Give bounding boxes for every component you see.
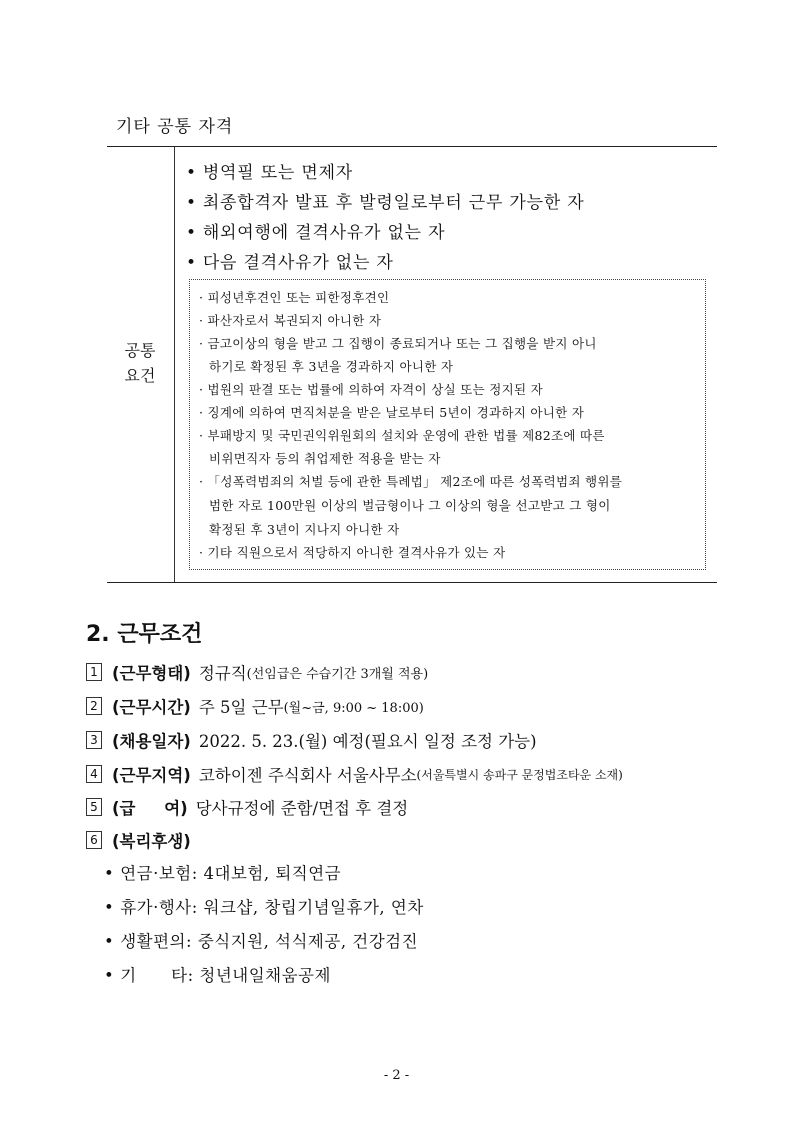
requirements-label	[112, 338, 168, 388]
disqualification-item: · 피성년후견인 또는 피한정후견인	[199, 290, 390, 305]
number-box: 2	[86, 697, 102, 715]
disqualification-item: · 기타 직원으로서 적당하지 아니한 결격사유가 있는 자	[199, 545, 506, 560]
requirement-item: • 최종합격자 발표 후 발령일로부터 근무 가능한 자	[186, 193, 585, 213]
welfare-item: • 연금·보험: 4대보험, 퇴직연금	[104, 864, 342, 883]
section-title: 2. 근무조건	[86, 622, 203, 647]
condition-value: 코하이젠 주식회사 서울사무소	[198, 766, 417, 785]
disqualification-continuation: 확정된 후 3년이 지나지 아니한 자	[209, 522, 400, 537]
label-line: 공통	[124, 341, 156, 360]
condition-label: (근무형태)	[112, 664, 191, 683]
requirement-item: • 해외여행에 결격사유가 없는 자	[186, 223, 446, 243]
disqualification-item: · 「성폭력범죄의 처벌 등에 관한 특례법」 제2조에 따른 성폭력범죄 행위를	[199, 474, 623, 489]
condition-note: (서울특별시 송파구 문정법조타운 소재)	[416, 767, 623, 782]
condition-row	[86, 660, 428, 684]
condition-value: 당사규정에 준함/면접 후 결정	[195, 799, 409, 818]
number-box: 5	[86, 798, 102, 816]
number-box: 6	[86, 831, 102, 849]
label-line: 요건	[124, 366, 156, 385]
condition-value: 2022. 5. 23.(월) 예정(필요시 일정 조정 가능)	[198, 732, 537, 751]
condition-note: (월~금, 9:00 ~ 18:00)	[283, 700, 424, 716]
requirement-item: • 병역필 또는 면제자	[186, 163, 354, 183]
condition-row	[86, 828, 199, 852]
condition-value: 주 5일 근무	[198, 698, 284, 717]
condition-label: (채용일자)	[112, 732, 191, 751]
condition-note: (선임급은 수습기간 3개월 적용)	[246, 666, 429, 682]
table-column-divider	[174, 147, 175, 582]
condition-label: (근무시간)	[112, 698, 191, 717]
disqualification-continuation: 하기로 확정된 후 3년을 경과하지 아니한 자	[209, 359, 454, 374]
disqualification-item: · 징계에 의하여 면직처분을 받은 날로부터 5년이 경과하지 아니한 자	[199, 405, 585, 420]
welfare-item: • 생활편의: 중식지원, 석식제공, 건강검진	[104, 932, 419, 951]
number-box: 1	[86, 663, 102, 681]
disqualification-item: · 부패방지 및 국민권익위원회의 설치와 운영에 관한 법률 제82조에 따른	[199, 428, 605, 443]
disqualification-continuation: 비위면직자 등의 취업제한 적용을 받는 자	[209, 451, 441, 466]
condition-label: (급 여)	[112, 799, 188, 818]
condition-row	[86, 762, 623, 786]
disqualification-item: · 법원의 판결 또는 법률에 의하여 자격이 상실 또는 정지된 자	[199, 382, 544, 397]
condition-label: (복리후생)	[112, 832, 191, 851]
condition-row	[86, 795, 408, 819]
disqualification-continuation: 범한 자로 100만원 이상의 벌금형이나 그 이상의 형을 선고받고 그 형이	[209, 498, 611, 513]
condition-row	[86, 728, 537, 752]
number-box: 4	[86, 765, 102, 783]
disqualification-item: · 금고이상의 형을 받고 그 집행이 종료되거나 또는 그 집행을 받지 아니	[199, 336, 597, 351]
page-number: - 2 -	[383, 1068, 410, 1083]
requirement-item: • 다음 결격사유가 없는 자	[186, 253, 394, 273]
number-box: 3	[86, 731, 102, 749]
disqualification-item: · 파산자로서 복권되지 아니한 자	[199, 313, 382, 328]
welfare-item: • 기 타: 청년내일채움공제	[104, 966, 331, 985]
condition-row	[86, 694, 424, 718]
condition-label: (근무지역)	[112, 766, 191, 785]
section-caption: 기타 공통 자격	[116, 117, 234, 137]
condition-value: 정규직	[198, 664, 247, 683]
welfare-item: • 휴가·행사: 워크샵, 창립기념일휴가, 연차	[104, 898, 424, 917]
